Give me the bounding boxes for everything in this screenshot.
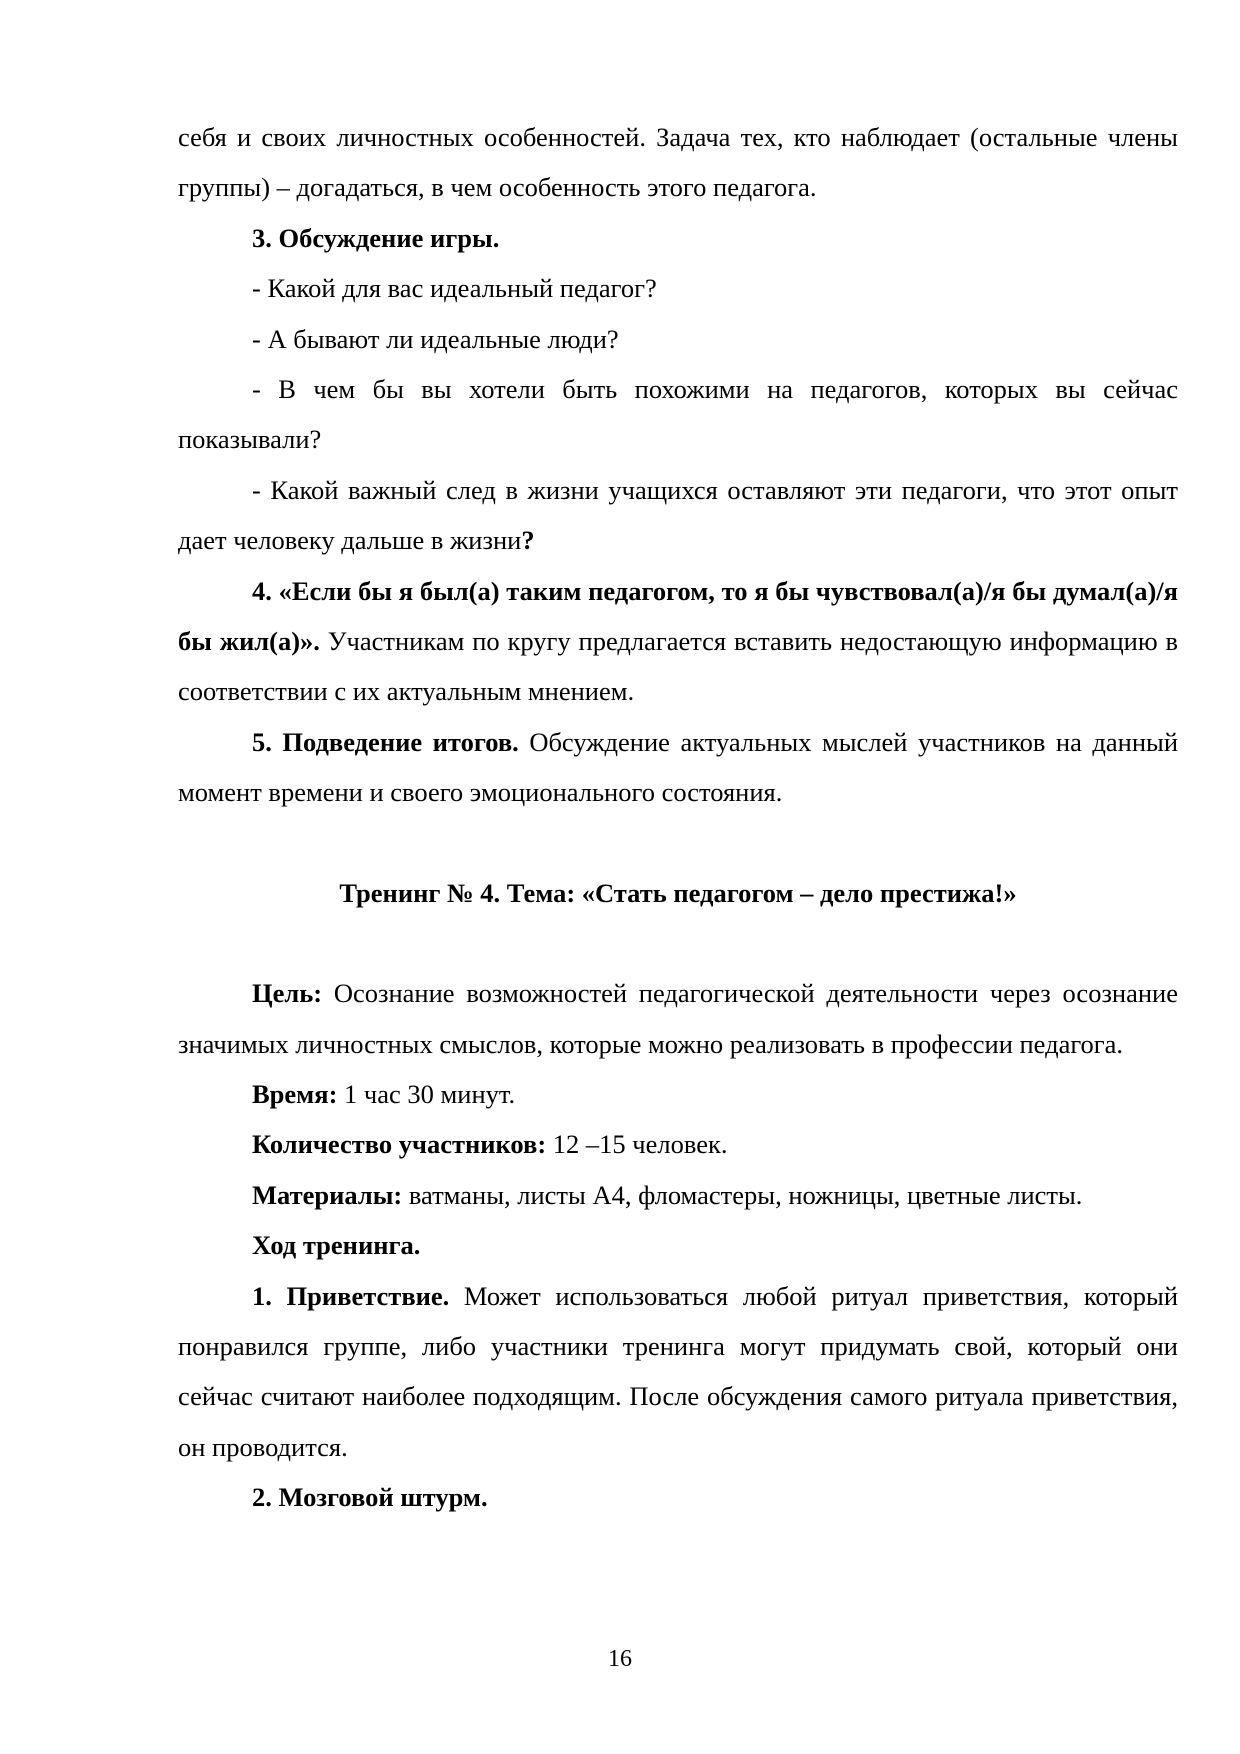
discussion-question-text: - Какой важный след в жизни учащихся оставляют эти педагоги, что этот опыт дает человеку дальше в жизни [178,474,1178,556]
course-heading [178,1220,1178,1270]
step5-bold: 5. Подведение итогов. [252,726,519,757]
greeting-paragraph [178,1271,1178,1473]
participants-paragraph [178,1119,1178,1169]
discussion-question: - А бывают ли идеальные люди? [252,323,619,354]
question-mark: ? [521,525,535,556]
step4-bold: 4. «Если бы я был(а) таким педагогом, то я бы чувствовал(а)/я бы думал(а)/я бы жил(а)». [178,575,1178,657]
step4-text: Участникам по кругу предлагается вставить недостающую информацию в соответствии с их актуальным мнением. [178,626,1178,707]
materials-label: Материалы: [252,1179,403,1210]
participants-text: 12 –15 человек. [546,1129,728,1160]
training-title: Тренинг № 4. Тема: «Стать педагогом – дело престижа!» [339,877,1017,908]
step5-paragraph [178,717,1178,818]
greeting-text: Может использоваться любой ритуал приветствия, который понравился группе, либо участники тренинга могут придумать свой, который они сейчас считают наиболее подходящим. После обсуждения самого ритуала приветствия, он проводится. [178,1280,1179,1462]
time-label: Время: [252,1078,338,1109]
time-paragraph [178,1069,1178,1119]
time-text: 1 час 30 минут. [337,1078,516,1109]
discussion-question-last [178,465,1178,566]
page-number: 16 [608,1646,632,1672]
discussion-question: - Какой для вас идеальный педагог? [252,273,657,304]
brainstorm-heading [178,1472,1178,1522]
step4-paragraph [178,566,1178,717]
discussion-heading-text: 3. Обсуждение игры. [252,222,500,253]
course-heading-text: Ход тренинга. [252,1230,421,1261]
goal-label: Цель: [252,978,323,1009]
materials-text: ватманы, листы А4, фломастеры, ножницы, цветные листы. [402,1179,1083,1210]
goal-text: Осознание возможностей педагогической деятельности через осознание значимых личностных смыслов, которые можно реализовать в профессии педагога. [178,978,1178,1059]
participants-label: Количество участников: [252,1129,547,1160]
document-page [178,112,1178,1523]
goal-paragraph [178,968,1178,1069]
brainstorm-heading-text: 2. Мозговой штурм. [252,1482,488,1513]
discussion-question: - В чем бы вы хотели быть похожими на педагогов, которых вы сейчас показывали? [178,374,1178,455]
materials-paragraph [178,1170,1178,1220]
discussion-heading [178,213,1178,263]
greeting-bold: 1. Приветствие. [252,1280,450,1311]
step5-text: Обсуждение актуальных мыслей участников на данный момент времени и своего эмоционального состояния. [178,726,1179,808]
intro-paragraph: себя и своих личностных особенностей. Задача тех, кто наблюдает (остальные члены группы) – догадаться, в чем особенность этого педагога. [178,122,1178,203]
